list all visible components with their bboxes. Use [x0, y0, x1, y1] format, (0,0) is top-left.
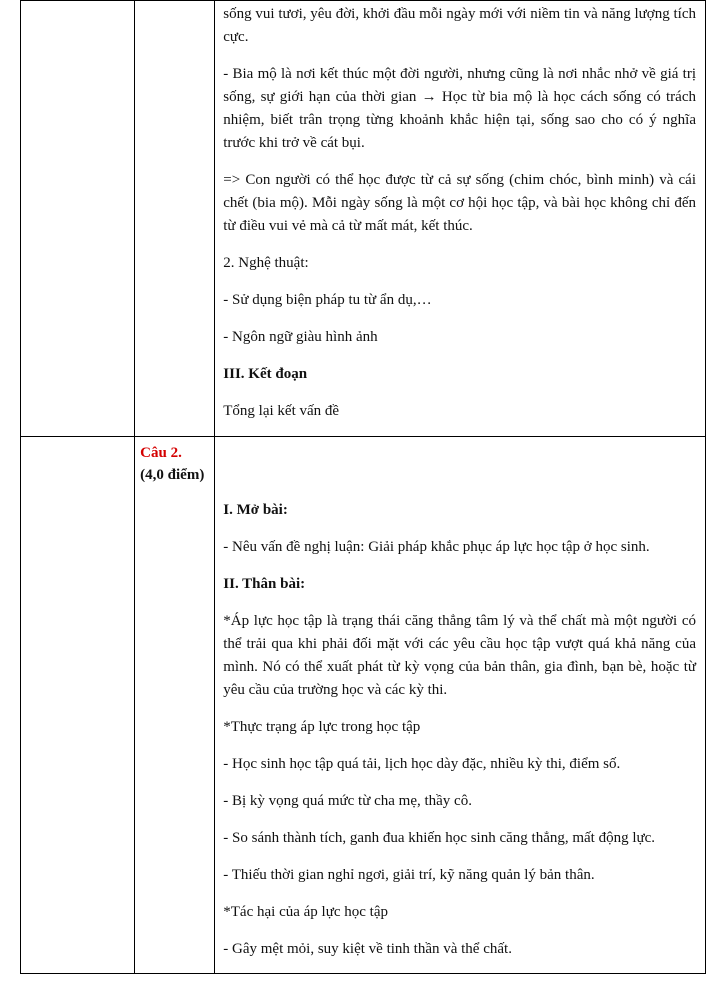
list-item: - Ngôn ngữ giàu hình ảnh: [223, 329, 378, 345]
answer-table: [20, 0, 706, 974]
section-heading: III. Kết đoạn: [223, 366, 308, 382]
list-item: - So sánh thành tích, ganh đua khiến học sinh căng thẳng, mất động lực.: [223, 830, 656, 846]
paragraph: - Nêu vấn đề nghị luận: Giải pháp khắc phục áp lực học tập ở học sinh.: [223, 539, 650, 555]
question-points: (4,0 điểm): [140, 467, 205, 483]
list-item: - Sử dụng biện pháp tu từ ẩn dụ,…: [223, 292, 432, 308]
subheading: 2. Nghệ thuật:: [223, 255, 309, 271]
table-row: [21, 1, 706, 437]
content-cell: [215, 437, 706, 974]
section-heading: II. Thân bài:: [223, 576, 306, 592]
section-cell: [21, 1, 135, 437]
section-heading: I. Mở bài:: [223, 502, 288, 518]
table-row: [21, 437, 706, 974]
question-number: Câu 2.: [140, 445, 182, 461]
paragraph: - Bia mộ là nơi kết thúc một đời người, nhưng cũng là nơi nhắc nhở về giá trị sống, sự giới hạn của thời gian → Học từ bia mộ là học cách sống có trách nhiệm, biết trân trọng từng khoảnh khắc hiện tại, sống sao cho có ý nghĩa trước khi trở về cát bụi.: [223, 66, 696, 151]
list-item: - Thiếu thời gian nghỉ ngơi, giải trí, kỹ năng quản lý bản thân.: [223, 867, 595, 883]
list-item: - Học sinh học tập quá tải, lịch học dày đặc, nhiều kỳ thi, điểm số.: [223, 756, 621, 772]
section-cell: [21, 437, 135, 974]
list-item: - Gây mệt mỏi, suy kiệt về tinh thần và thể chất.: [223, 941, 512, 957]
paragraph: Tổng lại kết vấn đề: [223, 403, 340, 419]
content-cell: [215, 1, 706, 437]
list-item: - Bị kỳ vọng quá mức từ cha mẹ, thầy cô.: [223, 793, 472, 809]
question-cell: [135, 1, 215, 437]
paragraph: sống vui tươi, yêu đời, khởi đầu mỗi ngày mới với niềm tin và năng lượng tích cực.: [223, 6, 696, 45]
paragraph: => Con người có thể học được từ cả sự sống (chim chóc, bình minh) và cái chết (bia mộ). Mỗi ngày sống là một cơ hội học tập, và bài học không chỉ đến từ điều vui vẻ mà cả từ mất mát, kết thúc.: [223, 172, 696, 234]
subheading: *Tác hại của áp lực học tập: [223, 904, 388, 920]
subheading: *Thực trạng áp lực trong học tập: [223, 719, 421, 735]
paragraph: *Áp lực học tập là trạng thái căng thẳng tâm lý và thể chất mà một người có thể trải qua khi phải đối mặt với các yêu cầu học tập vượt quá khả năng của mình. Nó có thể xuất phát từ kỳ vọng của bản thân, gia đình, bạn bè, hoặc từ yêu cầu của trường học và các kỳ thi.: [223, 613, 696, 698]
question-cell: [135, 437, 215, 974]
